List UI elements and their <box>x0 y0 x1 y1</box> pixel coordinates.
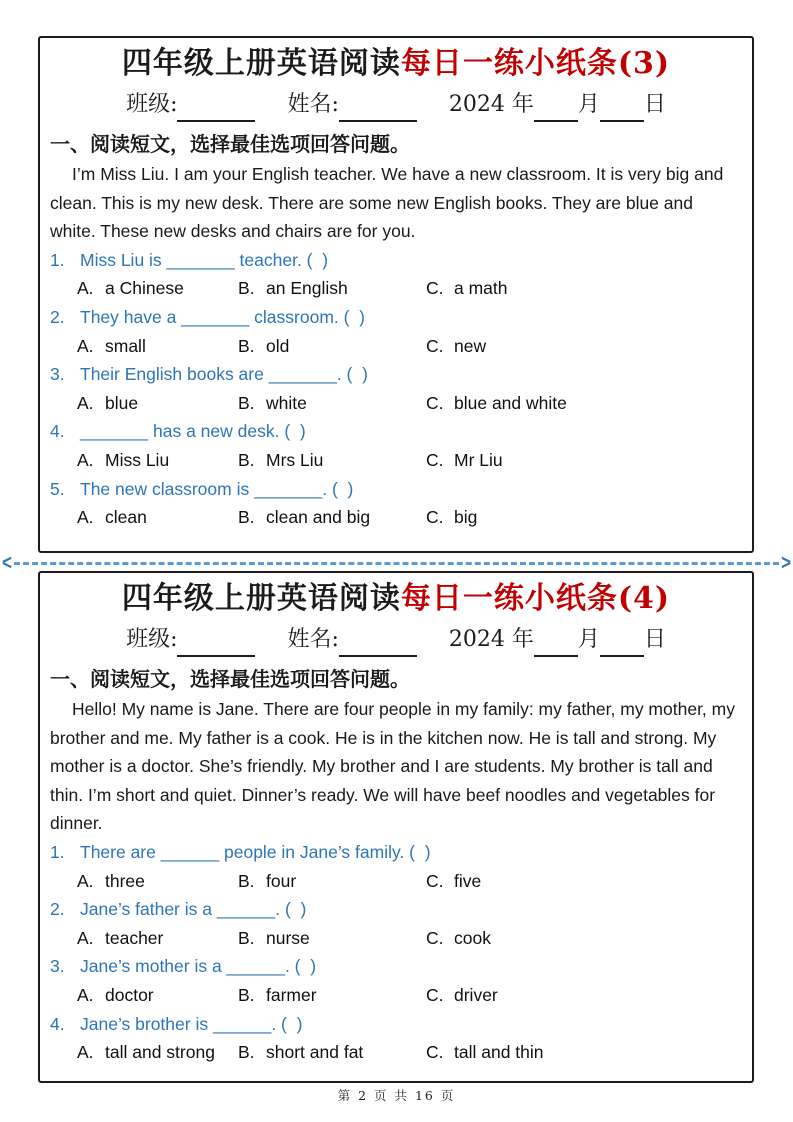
option-c-label: C. <box>426 927 444 948</box>
option-c <box>426 503 742 532</box>
option-a-label: A. <box>77 1042 94 1063</box>
option-c-label: C. <box>426 870 444 891</box>
option-c-text: driver <box>454 984 498 1005</box>
month-blank <box>534 96 578 122</box>
month-label: 月 <box>577 92 600 117</box>
option-a <box>77 867 238 896</box>
slip-3-title <box>50 42 742 86</box>
question-number: 1. <box>50 841 65 862</box>
option-b-text: an English <box>266 278 348 299</box>
option-a-label: A. <box>77 984 94 1005</box>
option-b-text: four <box>266 870 297 891</box>
question-line <box>50 1010 742 1039</box>
cut-line-divider <box>2 550 791 575</box>
option-a-label: A. <box>77 335 94 356</box>
month-blank <box>534 631 578 657</box>
option-a <box>77 389 238 418</box>
option-c-label: C. <box>426 449 444 470</box>
option-a-label: A. <box>77 392 94 413</box>
option-b-label: B. <box>238 927 255 948</box>
option-a-text: tall and strong <box>105 1042 215 1063</box>
question-line <box>50 303 742 332</box>
slip-3-fill-header <box>50 88 742 122</box>
option-a <box>77 924 238 953</box>
question-text: The new classroom is _______. ( ) <box>80 478 354 499</box>
option-b-label: B. <box>238 984 255 1005</box>
slip-3-section-heading: 一、阅读短文，选择最佳选项回答问题。 <box>50 132 410 156</box>
question-text: They have a _______ classroom. ( ) <box>80 306 366 327</box>
question-line <box>50 952 742 981</box>
slip-3-title-red: 每日一练小纸条(3) <box>400 46 671 81</box>
question-number: 2. <box>50 306 65 327</box>
question-text: Jane’s father is a ______. ( ) <box>80 899 307 920</box>
slip-4-question-4 <box>50 1010 742 1067</box>
question-text: Jane’s brother is ______. ( ) <box>80 1013 303 1034</box>
question-number: 3. <box>50 956 65 977</box>
arrow-left-icon: < <box>2 550 12 575</box>
option-c <box>426 446 742 475</box>
name-label: 姓名: <box>287 627 339 652</box>
option-a <box>77 274 238 303</box>
option-c-text: a math <box>454 278 508 299</box>
name-blank <box>339 96 417 122</box>
option-c-text: five <box>454 870 482 891</box>
question-line <box>50 360 742 389</box>
slip-4-question-3 <box>50 952 742 1009</box>
option-a-label: A. <box>77 507 94 528</box>
options-row <box>50 867 742 896</box>
option-a-text: doctor <box>105 984 154 1005</box>
option-a <box>77 503 238 532</box>
option-a-label: A. <box>77 870 94 891</box>
slip-4-fill-header <box>50 623 742 657</box>
slip-4-passage: Hello! My name is Jane. There are four people in my family: my father, my mother, my brother and me. My father is a cook. He is in the kitchen now. He is tall and strong. My mother is a doctor. She’s friendly. My brother and I are students. My brother is tall and thin. I’m short and quiet. Dinner’s ready. We will have beef noodles and vegetables for dinner. <box>50 699 740 834</box>
slip-4-question-1 <box>50 838 742 895</box>
option-b <box>238 389 426 418</box>
option-b-label: B. <box>238 1042 255 1063</box>
option-b <box>238 274 426 303</box>
options-row <box>50 1038 742 1067</box>
option-b-text: short and fat <box>266 1042 364 1063</box>
class-blank <box>177 631 255 657</box>
option-a <box>77 1038 238 1067</box>
worksheet-slip-3 <box>38 36 754 553</box>
option-b <box>238 924 426 953</box>
option-c-text: big <box>454 507 478 528</box>
question-text: Miss Liu is _______ teacher. ( ) <box>80 249 329 270</box>
option-b <box>238 1038 426 1067</box>
option-a <box>77 981 238 1010</box>
option-c <box>426 924 742 953</box>
worksheet-slip-4 <box>38 571 754 1083</box>
option-b-label: B. <box>238 392 255 413</box>
option-a-label: A. <box>77 927 94 948</box>
name-blank <box>339 631 417 657</box>
option-b <box>238 981 426 1010</box>
question-number: 5. <box>50 478 65 499</box>
options-row <box>50 446 742 475</box>
slip-3-question-4 <box>50 417 742 474</box>
option-a <box>77 446 238 475</box>
day-label: 日 <box>643 92 666 117</box>
option-c-label: C. <box>426 984 444 1005</box>
question-number: 1. <box>50 249 65 270</box>
option-c-text: blue and white <box>454 392 567 413</box>
option-b-label: B. <box>238 335 255 356</box>
option-c-label: C. <box>426 335 444 356</box>
option-c-text: tall and thin <box>454 1042 544 1063</box>
option-c <box>426 867 742 896</box>
option-a-text: small <box>105 335 146 356</box>
option-a-text: teacher <box>105 927 164 948</box>
option-b-text: white <box>266 392 307 413</box>
option-c-text: Mr Liu <box>454 449 503 470</box>
question-number: 3. <box>50 364 65 385</box>
class-label: 班级: <box>126 92 178 117</box>
slip-3-passage: I’m Miss Liu. I am your English teacher. We have a new classroom. It is very big and clean. This is my new desk. There are some new English books. They are blue and white. These new desks and chairs are for you. <box>50 164 729 242</box>
month-label: 月 <box>577 627 600 652</box>
options-row <box>50 981 742 1010</box>
question-number: 4. <box>50 1013 65 1034</box>
arrow-right-icon: > <box>781 550 791 575</box>
day-blank <box>600 96 644 122</box>
option-b-label: B. <box>238 278 255 299</box>
option-c-label: C. <box>426 392 444 413</box>
question-line <box>50 838 742 867</box>
option-a-text: a Chinese <box>105 278 184 299</box>
question-text: Jane’s mother is a ______. ( ) <box>80 956 317 977</box>
option-b-text: clean and big <box>266 507 371 528</box>
slip-3-question-2 <box>50 303 742 360</box>
question-text: _______ has a new desk. ( ) <box>80 421 306 442</box>
options-row <box>50 332 742 361</box>
class-label: 班级: <box>126 627 178 652</box>
option-c <box>426 274 742 303</box>
option-a-text: three <box>105 870 145 891</box>
question-text: There are ______ people in Jane’s family. ( ) <box>80 841 431 862</box>
option-c-label: C. <box>426 507 444 528</box>
option-b <box>238 332 426 361</box>
options-row <box>50 503 742 532</box>
slip-4-section-heading: 一、阅读短文，选择最佳选项回答问题。 <box>50 667 410 691</box>
slip-3-title-black: 四年级上册英语阅读 <box>121 46 401 81</box>
option-a-text: blue <box>105 392 139 413</box>
option-b-label: B. <box>238 870 255 891</box>
options-row <box>50 274 742 303</box>
question-text: Their English books are _______. ( ) <box>80 364 368 385</box>
option-c <box>426 389 742 418</box>
question-line <box>50 246 742 275</box>
question-line <box>50 475 742 504</box>
option-b <box>238 867 426 896</box>
option-b <box>238 446 426 475</box>
class-blank <box>177 96 255 122</box>
year-label: 2024 年 <box>448 627 534 652</box>
option-b <box>238 503 426 532</box>
question-number: 2. <box>50 899 65 920</box>
option-b-label: B. <box>238 507 255 528</box>
slip-4-title <box>50 577 742 621</box>
options-row <box>50 389 742 418</box>
slip-4-title-black: 四年级上册英语阅读 <box>121 581 401 616</box>
option-b-text: farmer <box>266 984 317 1005</box>
option-c <box>426 981 742 1010</box>
option-c-label: C. <box>426 1042 444 1063</box>
option-a <box>77 332 238 361</box>
question-line <box>50 417 742 446</box>
option-a-label: A. <box>77 278 94 299</box>
page-number-footer: 第 2 页 共 16 页 <box>337 1088 456 1103</box>
option-b-text: nurse <box>266 927 310 948</box>
option-b-text: old <box>266 335 290 356</box>
option-c <box>426 332 742 361</box>
option-c-label: C. <box>426 278 444 299</box>
option-c-text: new <box>454 335 487 356</box>
slip-3-question-1 <box>50 246 742 303</box>
day-label: 日 <box>643 627 666 652</box>
option-c <box>426 1038 742 1067</box>
slip-3-question-5 <box>50 475 742 532</box>
slip-4-question-2 <box>50 895 742 952</box>
option-b-label: B. <box>238 449 255 470</box>
option-c-text: cook <box>454 927 491 948</box>
slip-3-question-3 <box>50 360 742 417</box>
option-b-text: Mrs Liu <box>266 449 324 470</box>
option-a-text: clean <box>105 507 147 528</box>
dashed-cut-line <box>14 562 779 565</box>
year-label: 2024 年 <box>448 92 534 117</box>
day-blank <box>600 631 644 657</box>
option-a-text: Miss Liu <box>105 449 170 470</box>
name-label: 姓名: <box>287 92 339 117</box>
question-line <box>50 895 742 924</box>
option-a-label: A. <box>77 449 94 470</box>
slip-4-title-red: 每日一练小纸条(4) <box>400 581 671 616</box>
question-number: 4. <box>50 421 65 442</box>
options-row <box>50 924 742 953</box>
